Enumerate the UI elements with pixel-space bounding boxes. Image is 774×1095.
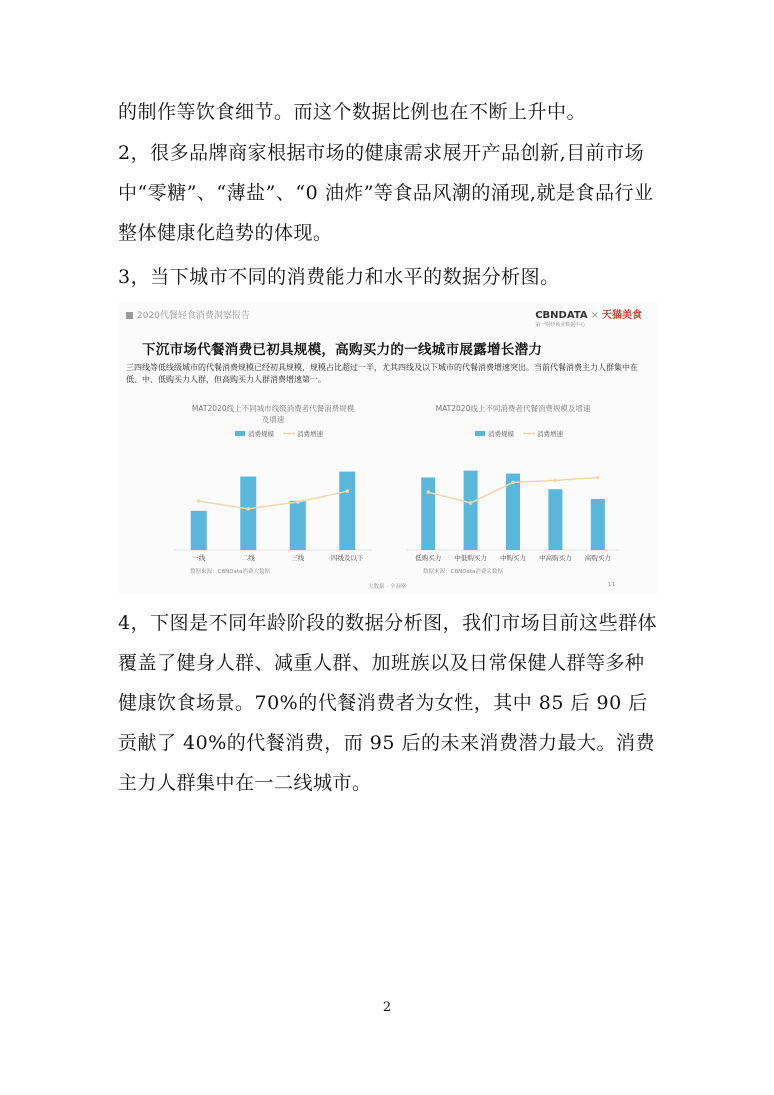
bar — [548, 489, 562, 550]
growth-point — [469, 501, 473, 505]
chart-title: MAT2020线上不同消费者代餐消费规模及增速 — [435, 404, 591, 413]
growth-point — [511, 481, 515, 485]
x-tick-label: 低购买力 — [415, 554, 442, 562]
figure-header-text: 2020代餐轻食消费洞察报告 — [137, 311, 250, 321]
figure-header — [126, 308, 250, 321]
brand-tmall-logo: 天猫美食 — [602, 310, 642, 321]
legend-label: 消费增速 — [537, 430, 563, 438]
legend-label: 消费规模 — [248, 430, 274, 438]
chart-city-tier — [168, 402, 378, 578]
growth-point — [246, 507, 250, 511]
bar — [339, 472, 355, 550]
x-tick-label: 中高购买力 — [539, 554, 572, 562]
bar — [591, 499, 605, 550]
bar — [191, 511, 207, 550]
brand-separator: × — [590, 310, 599, 321]
legend-label: 消费增速 — [297, 430, 323, 438]
growth-point — [345, 489, 349, 493]
growth-point — [197, 499, 201, 503]
header-square-icon — [126, 312, 133, 319]
x-tick-label: 中购买力 — [500, 554, 526, 562]
x-tick-label: 高购买力 — [584, 554, 611, 562]
bar — [464, 471, 478, 550]
chart-title-line-1: MAT2020线上不同城市线级消费者代餐消费规模 — [191, 404, 355, 413]
chart-purchasing-power-svg — [403, 402, 623, 578]
bar — [240, 477, 256, 551]
x-tick-label: 四线及以下 — [331, 554, 364, 562]
chart-source: 数据来源：CBNData消费大数据 — [423, 569, 503, 575]
growth-point — [296, 500, 300, 504]
figure-footer-left: 大数据 · 全洞察 — [368, 584, 407, 590]
page-number: 2 — [382, 1000, 392, 1015]
x-tick-label: 中低购买力 — [454, 554, 487, 562]
report-figure — [118, 302, 658, 594]
figure-description: 三四线等低线级城市的代餐消费规模已经初具规模，规模占比超过一半，尤其四线及以下城市的代餐消费增速突出。当前代餐消费主力人群集中在低、中、低购买力人群，但高购买力人群消费增速第一。 — [126, 363, 638, 384]
chart-city-tier-svg — [168, 402, 378, 578]
growth-point — [596, 476, 600, 480]
x-tick-label: 二线 — [241, 554, 255, 562]
chart-title — [192, 403, 355, 424]
figure-title: 下沉市场代餐消费已初具规模，高购买力的一线城市展露增长潜力 — [142, 342, 543, 358]
paragraph-3: 3，当下城市不同的消费能力和水平的数据分析图。 — [118, 266, 560, 288]
figure-brand — [535, 306, 642, 328]
growth-point — [426, 490, 430, 494]
figure-page-number: 11 — [608, 582, 615, 588]
brand-cbndata-logo: CBNDATA — [535, 310, 588, 321]
brand-subtitle: 第一财经商业数据中心 — [535, 322, 586, 328]
growth-line — [199, 491, 348, 509]
chart-purchasing-power — [403, 402, 623, 578]
growth-point — [554, 479, 558, 483]
paragraph-2: 2，很多品牌商家根据市场的健康需求展开产品创新,目前市场中“零糖”、“薄盐”、“0 油炸”等食品风潮的涌现,就是食品行业整体健康化趋势的体现。 — [118, 142, 654, 244]
x-tick-label: 三线 — [291, 554, 305, 562]
paragraph-1: 的制作等饮食细节。而这个数据比例也在不断上升中。 — [118, 101, 587, 123]
bar — [421, 477, 435, 550]
chart-source: 数据来源：CBNData消费大数据 — [190, 569, 270, 575]
legend-bar-swatch — [475, 431, 485, 436]
legend-bar-swatch — [235, 431, 245, 436]
legend-label: 消费规模 — [488, 430, 514, 438]
chart-title-line-2: 及增速 — [261, 415, 285, 424]
x-tick-label: 一线 — [192, 554, 206, 562]
paragraph-4: 4，下图是不同年龄阶段的数据分析图，我们市场目前这些群体覆盖了健身人群、减重人群、加班族以及日常保健人群等多种健康饮食场景。70%的代餐消费者为女性，其中 85 后 90 后贡献了 40%的代餐消费，而 95 后的未来消费潜力最大。消费主力人群集中在一二线城市。 — [118, 612, 658, 794]
bar — [290, 501, 306, 550]
